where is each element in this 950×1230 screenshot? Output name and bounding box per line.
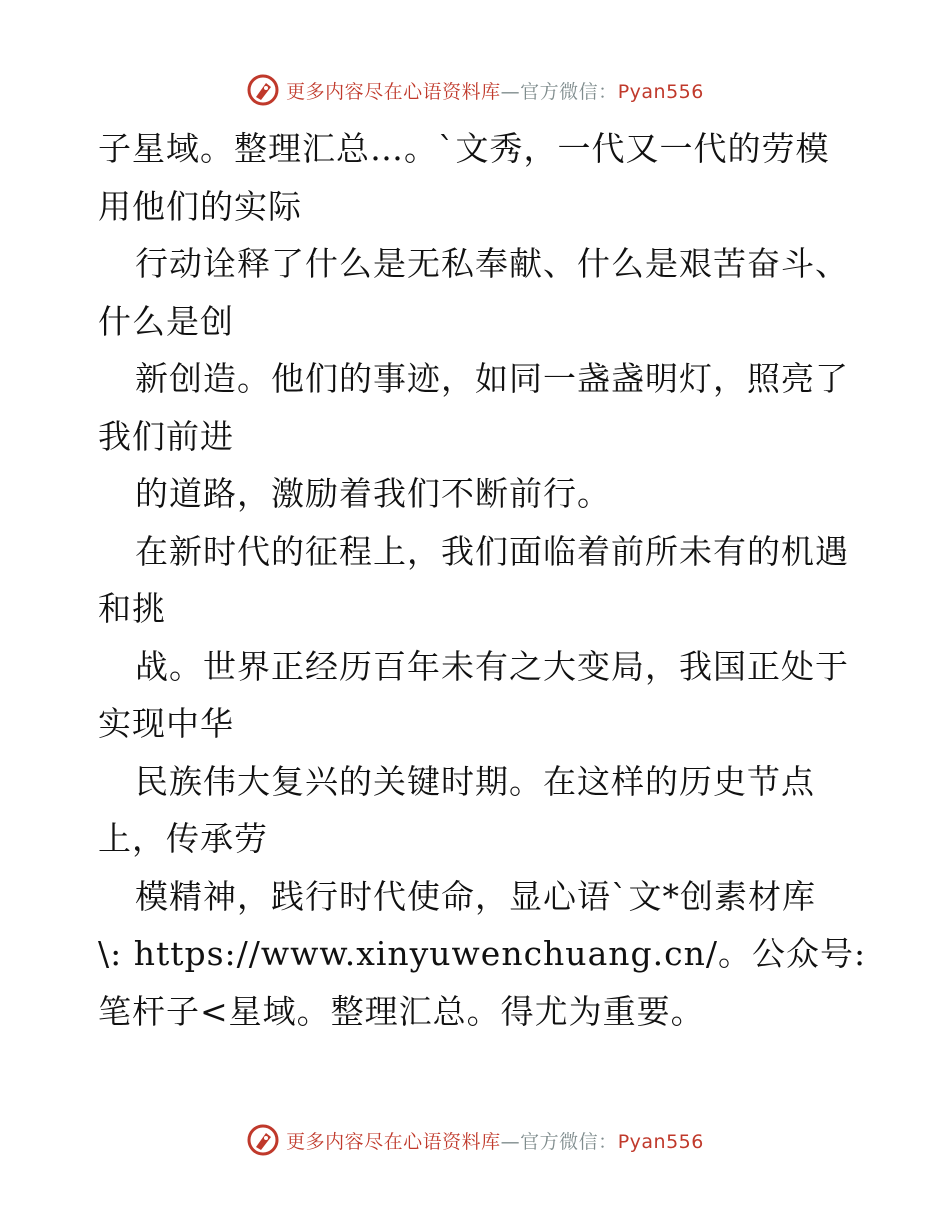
body-line: 模精神，践行时代使命，显心语`文*创素材库 — [135, 876, 816, 916]
footer-banner-wechat-label: 官方微信： — [520, 1130, 618, 1153]
body-line: 民族伟大复兴的关键时期。在这样的历史节点 — [135, 761, 815, 801]
header-banner-wechat-id: Pyan556 — [617, 80, 704, 103]
body-line: 在新时代的征程上，我们面临着前所未有的机遇 — [135, 531, 849, 571]
footer-banner — [0, 1120, 950, 1160]
header-banner-wechat-label: 官方微信： — [520, 80, 618, 103]
footer-banner-text[interactable] — [286, 1127, 704, 1154]
body-line: 用他们的实际 — [98, 186, 302, 226]
body-line: 新创造。他们的事迹，如同一盏盏明灯，照亮了 — [135, 359, 849, 398]
header-banner-text[interactable] — [286, 77, 704, 104]
footer-banner-wechat-id: Pyan556 — [617, 1130, 704, 1153]
document-body — [98, 120, 878, 1040]
body-line-url: \: https://www.xinyuwenchuang.cn/。公众号: — [98, 934, 867, 973]
body-line: 上，传承劳 — [98, 819, 268, 858]
body-line: 子星域。整理汇总…。`文秀，一代又一代的劳模 — [98, 129, 830, 168]
pen-nib-logo-icon — [246, 1123, 280, 1157]
body-line: 实现中华 — [98, 704, 234, 743]
body-line: 笔杆子<星域。整理汇总。得尤为重要。 — [98, 991, 705, 1031]
footer-banner-main: 更多内容尽在心语资料库 — [286, 1130, 501, 1153]
footer-banner-dash: — — [500, 1130, 521, 1153]
body-line: 我们前进 — [98, 416, 234, 456]
body-line: 和挑 — [98, 589, 166, 628]
body-line: 行动诠释了什么是无私奉献、什么是艰苦奋斗、 — [135, 244, 849, 283]
header-banner-main: 更多内容尽在心语资料库 — [286, 80, 501, 103]
body-line: 的道路，激励着我们不断前行。 — [135, 474, 611, 513]
body-line: 什么是创 — [98, 301, 234, 341]
header-banner-dash: — — [500, 80, 521, 103]
pen-nib-logo-icon — [246, 73, 280, 107]
header-banner — [0, 70, 950, 110]
body-line: 战。世界正经历百年未有之大变局，我国正处于 — [135, 646, 849, 686]
